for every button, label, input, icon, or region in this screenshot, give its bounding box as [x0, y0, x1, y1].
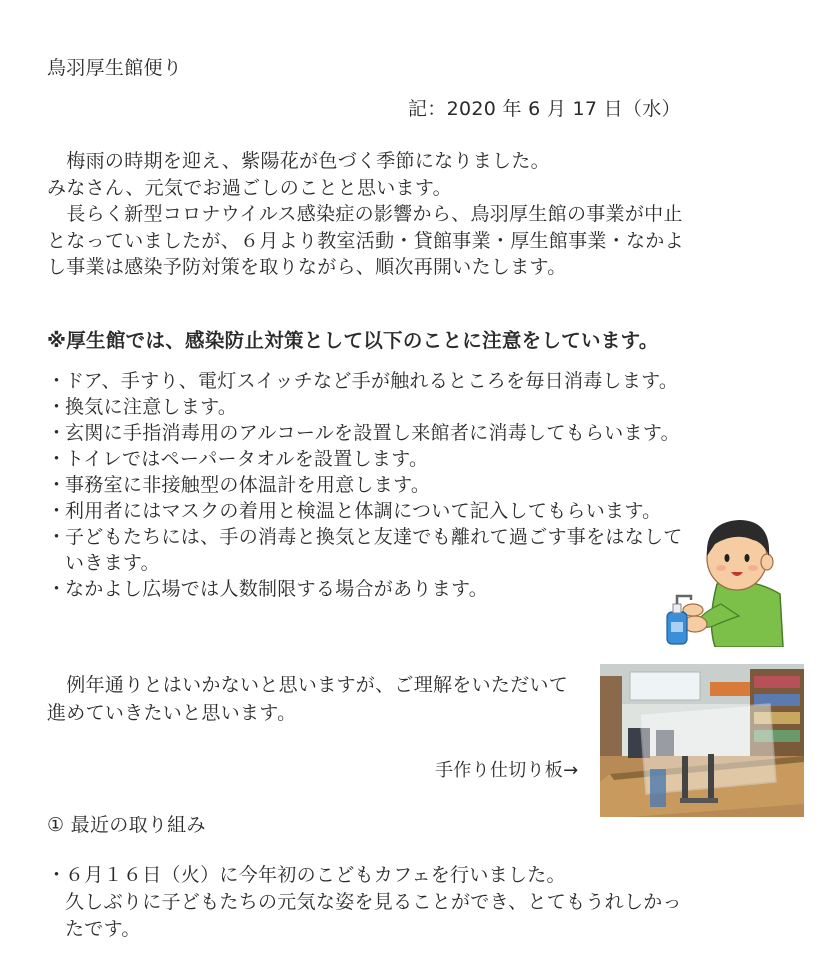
- list-item-text: 玄関に手指消毒用のアルコールを設置し来館者に消毒してもらいます。: [65, 422, 680, 444]
- bullet-mark: ・: [47, 500, 67, 522]
- list-item: [47, 472, 683, 498]
- list-item: [47, 446, 683, 472]
- bullet-mark: ・: [47, 396, 67, 418]
- list-item-text: ６月１６日（火）に今年初のこどもカフェを行いました。: [65, 864, 566, 886]
- list-item-text: トイレではペーパータオルを設置します。: [65, 448, 429, 470]
- intro-line: となっていましたが、６月より教室活動・貸館事業・厚生館事業・なかよ: [47, 229, 684, 252]
- list-item: [47, 420, 683, 446]
- handwashing-boy-illustration: [655, 512, 785, 647]
- bullet-mark: ・: [47, 578, 67, 600]
- closing-line: 進めていきたいと思います。: [47, 702, 297, 724]
- intro-paragraph: [47, 148, 684, 281]
- measures-heading: ※厚生館では、感染防止対策として以下のことに注意をしています。: [47, 329, 659, 352]
- list-item: [47, 576, 683, 602]
- list-item: [47, 394, 683, 420]
- list-item-text: ドア、手すり、電灯スイッチなど手が触れるところを毎日消毒します。: [65, 370, 679, 392]
- photo-caption: 手作り仕切り板→: [435, 760, 579, 781]
- issue-date: 記：2020 年 6 月 17 日（水）: [408, 98, 681, 120]
- list-item: [47, 524, 683, 550]
- intro-line: 梅雨の時期を迎え、紫陽花が色づく季節になりました。: [47, 150, 550, 172]
- list-item-text: 子どもたちには、手の消毒と換気と友達でも離れて過ごす事をはなして: [65, 526, 683, 548]
- intro-line: し事業は感染予防対策を取りながら、順次再開いたします。: [47, 256, 567, 278]
- partition-board-photo: [600, 664, 804, 817]
- closing-line: 例年通りとはいかないと思いますが、ご理解をいただいて: [47, 674, 569, 696]
- bullet-mark: ・: [47, 448, 67, 470]
- list-item-text: 換気に注意します。: [65, 396, 238, 418]
- list-item-continuation: いきます。: [65, 552, 160, 574]
- bullet-mark: ・: [47, 370, 67, 392]
- bullet-mark: ・: [47, 474, 67, 496]
- list-item: [47, 368, 683, 394]
- list-item-continuation: 久しぶりに子どもたちの元気な姿を見ることができ、とてもうれしかっ: [65, 891, 682, 913]
- closing-paragraph: [47, 672, 568, 728]
- intro-line: 長らく新型コロナウイルス感染症の影響から、鳥羽厚生館の事業が中止: [47, 203, 683, 225]
- intro-line: みなさん、元気でお過ごしのことと思います。: [47, 176, 452, 199]
- list-item: [47, 498, 683, 524]
- bullet-mark: ・: [47, 526, 67, 548]
- list-item-text: なかよし広場では人数制限する場合があります。: [65, 578, 489, 600]
- recent-activity: [47, 862, 682, 943]
- list-item-text: 事務室に非接触型の体温計を用意します。: [65, 474, 431, 496]
- bullet-mark: ・: [47, 864, 67, 886]
- measures-list: [47, 368, 683, 602]
- list-item-continuation: たです。: [65, 918, 141, 940]
- newsletter-title: 鳥羽厚生館便り: [47, 57, 183, 79]
- bullet-mark: ・: [47, 422, 67, 444]
- list-item-text: 利用者にはマスクの着用と検温と体調について記入してもらいます。: [65, 500, 662, 522]
- section-title: ① 最近の取り組み: [47, 814, 206, 836]
- list-item: [47, 862, 682, 889]
